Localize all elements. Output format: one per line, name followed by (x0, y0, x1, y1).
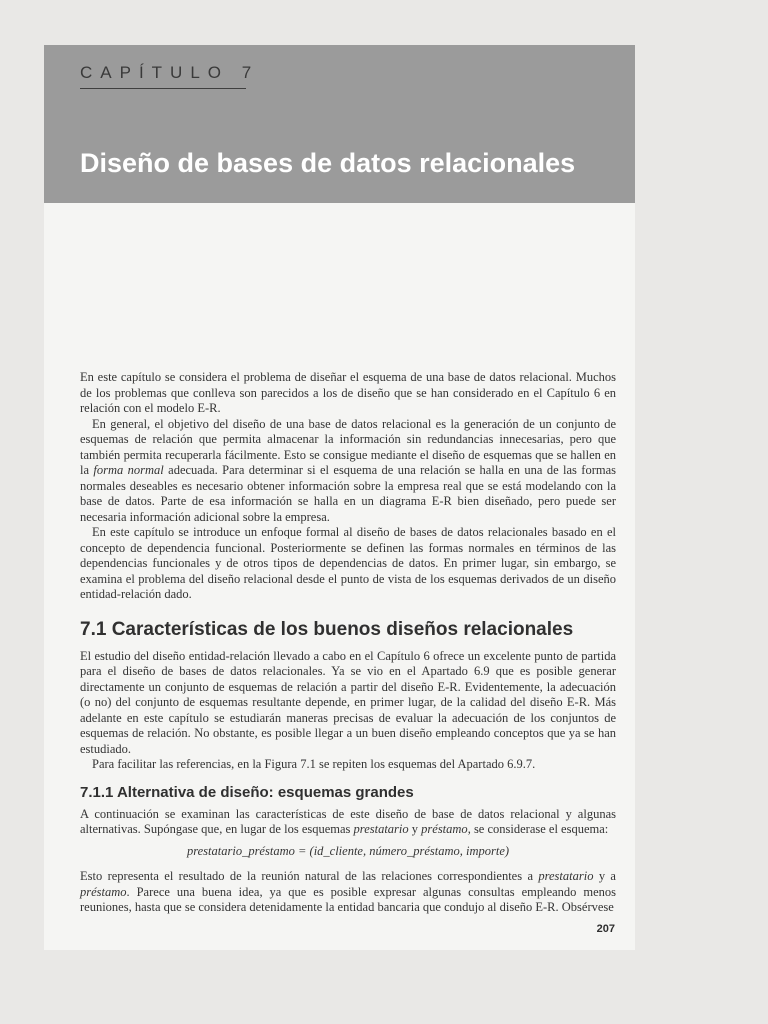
intro-paragraph-2-start: En general, el objetivo del diseño de una base de datos relacional es la generación de un conjunto de esquemas de relación que permita almacenar la información sin redundancias innecesarias, pero que también permita recuperarla fácilmente. Esto se consigue mediante el diseño de esquemas que se hallen en la (80, 416, 616, 477)
intro-paragraph-3: En este capítulo se introduce un enfoque formal al diseño de bases de datos relacionales basado en el concepto de dependencia funcional. Posteriormente se definen las formas normales en términos de las dependencias funcionales y de otros tipos de dependencias de datos. En primer lugar, sin embargo, se examina el problema del diseño relacional desde el punto de vista de los esquemas derivados de un diseño entidad-relación dado. (80, 525, 616, 601)
term-prestatario: prestatario (353, 822, 409, 836)
subsection-paragraph-1 (80, 807, 616, 838)
subsection-paragraph-2-mid: y a (593, 869, 616, 883)
schema-formula: prestatario_préstamo = (id_cliente, número_préstamo, importe) (186, 843, 510, 858)
subsection-paragraph-2 (80, 869, 616, 916)
subsection-paragraph-1-start: A continuación se examinan las características de este diseño de base de datos relacional y algunas alternativas. Supóngase que, en lugar de los esquemas (80, 806, 616, 836)
subsection-heading-7-1-1: 7.1.1 Alternativa de diseño: esquemas grandes (80, 783, 414, 801)
chapter-title: Diseño de bases de datos relacionales (80, 148, 576, 178)
subsection-paragraph-1-end: , se considerase el esquema: (467, 822, 609, 836)
section-heading-7-1: 7.1 Características de los buenos diseños relacionales (80, 618, 574, 640)
term-prestamo-2: préstamo (80, 884, 127, 899)
intro-paragraph-2-end: adecuada. Para determinar si el esquema de una relación se halla en una de las formas normales deseables es necesario obtener información sobre la empresa real que se está modelando con la base de datos. Parte de esa información se halla en un diagrama E-R bien diseñado, pero puede ser necesaria información adicional sobre la empresa. (80, 463, 616, 524)
intro-paragraph-2 (80, 417, 616, 526)
section-7-1-paragraph-1: El estudio del diseño entidad-relación llevado a cabo en el Capítulo 6 ofrece un excelente punto de partida para el diseño de bases de datos relacionales. Ya se vio en el Apartado 6.9 que es posible generar directamente un conjunto de esquemas de relación a partir del diseño E-R. Evidentemente, la adecuación (o no) del conjunto de esquemas resultante depende, en primer lugar, de la calidad del diseño E-R. Más adelante en este capítulo se estudiarán maneras precisas de evaluar la adecuación de los conjuntos de esquemas de relación. No obstante, es posible llegar a un buen diseño empleando conceptos que ya se han estudiado. (80, 648, 616, 756)
section-7-1-paragraph-2: Para facilitar las referencias, en la Figura 7.1 se repiten los esquemas del Apartado 6.9.7. (92, 757, 536, 771)
term-prestatario-2: prestatario (538, 869, 594, 883)
chapter-banner (44, 45, 635, 203)
subsection-paragraph-2-start: Esto representa el resultado de la reunión natural de las relaciones correspondientes a (80, 869, 539, 883)
chapter-rule (80, 88, 246, 89)
page-number: 207 (596, 923, 615, 935)
subsection-paragraph-1-mid: y (408, 822, 422, 836)
chapter-label: CAPÍTULO 7 (80, 63, 260, 82)
subsection-paragraph-2-end: . Parece una buena idea, ya que es posible expresar algunas consultas empleando menos reuniones, hasta que se considera detenidamente la entidad bancaria que condujo al diseño E-R. Obsérvese (80, 884, 616, 914)
book-page (44, 45, 635, 950)
term-prestamo: préstamo (421, 822, 468, 836)
page-content (80, 370, 616, 916)
intro-term-forma-normal: forma normal (93, 463, 164, 477)
intro-paragraph-1: En este capítulo se considera el problema de diseñar el esquema de una base de datos relacional. Muchos de los problemas que conlleva son parecidos a los de diseño que se han considerado en el Capítulo 6 en relación con el modelo E-R. (80, 370, 616, 415)
